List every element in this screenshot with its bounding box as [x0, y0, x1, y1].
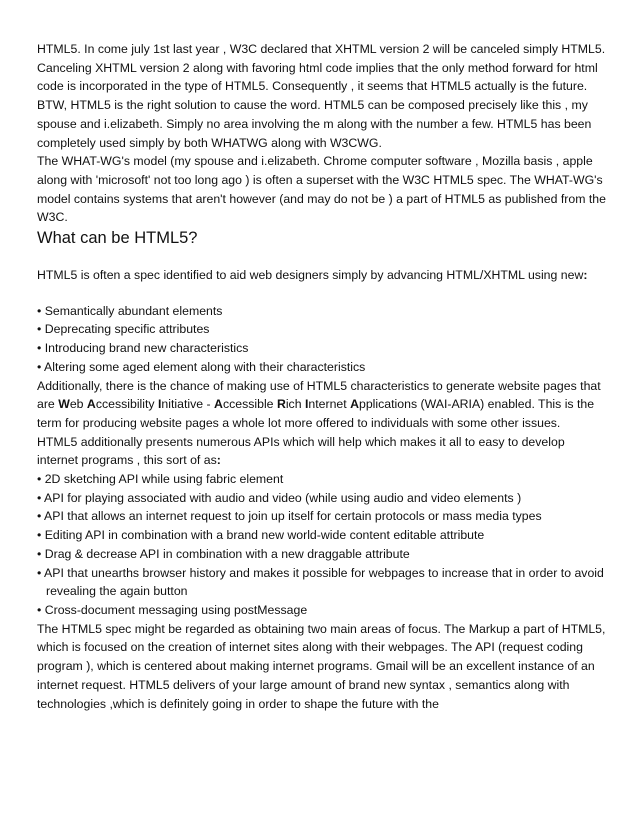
aria-initial-r: R [276, 397, 286, 412]
aria-word-rest: nternet [308, 397, 351, 412]
aria-initial-a: A [214, 397, 223, 412]
list-item: • Drag & decrease API in combination with a new draggable attribute [37, 546, 410, 561]
aria-text-before: Additionally, there is the chance of making use of HTML5 characteristics to generate website pages that are [37, 378, 601, 412]
spacer [37, 285, 607, 302]
list-item: • API for playing associated with audio and video (while using audio and video elements ) [37, 490, 522, 505]
paragraph-apis-intro [37, 433, 607, 470]
paragraph-whatwg-model: The WHAT-WG's model (my spouse and i.elizabeth. Chrome computer software , Mozilla basis , apple along with 'microsoft' not too long ago ) is often a superset with the W3C HTML5 spec. The WHAT-WG's model contains systems that aren't however (and may do not be ) a part of HTML5 as published from the W3C. [37, 154, 606, 225]
list-item: • API that allows an internet request to join up itself for certain protocols or mass media types [37, 509, 542, 524]
list-item: • Semantically abundant elements [37, 303, 223, 318]
spec-intro-text: HTML5 is often a spec identified to aid web designers simply by advancing HTML/XHTML using new [37, 268, 584, 283]
aria-word-rest: ich [285, 397, 305, 412]
list-item: • Introducing brand new characteristics [37, 341, 249, 356]
apis-intro-text: HTML5 additionally presents numerous APIs which will help which makes it all to easy to develop internet programs , this sort of as [37, 434, 565, 468]
paragraph-spec-intro [37, 266, 607, 285]
aria-initial-w: W [58, 397, 70, 412]
aria-initial-i: I [158, 397, 162, 412]
aria-word-rest: pplications [358, 397, 418, 412]
aria-initial-a: A [350, 397, 359, 412]
list-item: • 2D sketching API while using fabric element [37, 472, 284, 487]
aria-word-rest: eb [69, 397, 87, 412]
list-item: • Editing API in combination with a brand new world-wide content editable attribute [37, 528, 485, 543]
list-item: • Altering some aged element along with their characteristics [37, 359, 366, 374]
paragraph-btw-html5: BTW, HTML5 is the right solution to cause the word. HTML5 can be composed precisely like this , my spouse and i.elizabeth. Simply no area involving the m along with the number a few. HTML5 has been completely used simply by both WHATWG along with W3CWG. [37, 98, 592, 150]
paragraph-html5-focus: The HTML5 spec might be regarded as obtaining two main areas of focus. The Markup a part of HTML5, which is focused on the creation of internet sites along with their webpages. The API (request coding program ), which is centered about making internet programs. Gmail will be an excellent instance of an internet request. HTML5 delivers of your large amount of brand new syntax , semantics along with technologies ,which is definitely going in order to shape the future with the [37, 621, 606, 711]
new-features-list [37, 302, 607, 377]
aria-word-rest: nitiative - [161, 397, 215, 412]
list-item: • Deprecating specific attributes [37, 322, 210, 337]
paragraph-canceling-xhtml: Canceling XHTML version 2 along with favoring html code implies that the only method forward for html code is incorporated in the type of HTML5. Consequently , it seems that HTML5 actually is the future. [37, 60, 598, 94]
aria-word-rest: ccessibility [95, 397, 158, 412]
list-item: • Cross-document messaging using postMessage [37, 602, 308, 617]
list-item: • API that unearths browser history and makes it possible for webpages to increase that in order to avoid revealing the again button [37, 565, 604, 599]
spacer [37, 249, 607, 266]
paragraph-wai-aria [37, 377, 607, 433]
section-heading: What can be HTML5? [37, 229, 198, 248]
aria-word-rest: ccessible [222, 397, 277, 412]
apis-intro-colon: : [216, 453, 221, 468]
spec-intro-colon: : [583, 268, 588, 283]
aria-text-after: (WAI-ARIA) enabled. This is the term for producing website pages a whole lot more offered to individuals with some other issues. [37, 397, 595, 430]
aria-initial-a: A [86, 397, 96, 412]
api-list [37, 470, 607, 620]
document-page [37, 40, 607, 713]
paragraph-announcement: HTML5. In come july 1st last year , W3C declared that XHTML version 2 will be canceled simply HTML5. [37, 42, 606, 56]
aria-initial-i: I [304, 397, 309, 412]
